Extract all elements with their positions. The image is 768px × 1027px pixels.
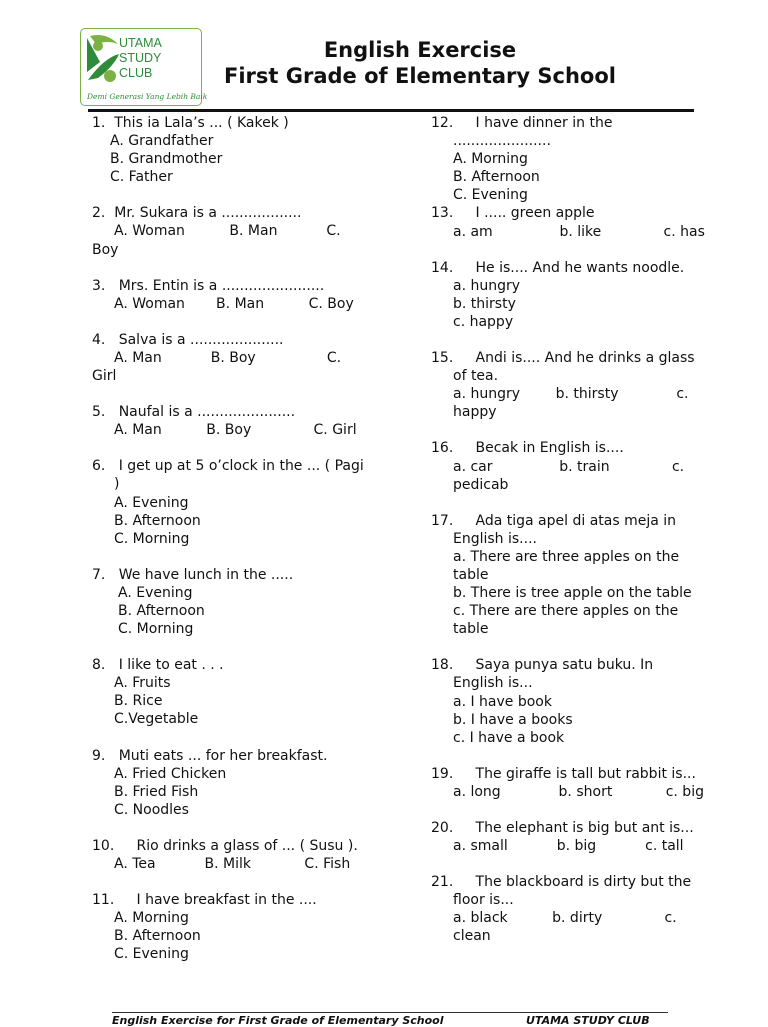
question-stem: 16. Becak in English is.... — [431, 440, 624, 457]
question-21 — [431, 873, 731, 945]
question-18 — [431, 656, 731, 746]
question-3 — [92, 277, 392, 313]
options-line: A. Man B. Boy C. — [114, 349, 342, 366]
option-c: C. Morning — [114, 530, 190, 547]
question-9 — [92, 747, 392, 819]
page-title: English Exercise — [323, 38, 517, 62]
question-stem: 20. The elephant is big but ant is... — [431, 820, 694, 836]
question-stem: 5. Naufal is a ...................... — [92, 404, 296, 421]
question-5 — [92, 403, 392, 439]
options-line: A. Woman B. Man C. — [114, 223, 341, 240]
header-divider — [88, 109, 694, 112]
options-line: a. small b. big c. tall — [453, 838, 684, 855]
question-10 — [92, 837, 392, 873]
stem-wrap: ) — [114, 476, 120, 493]
logo-line-3: CLUB — [119, 66, 153, 80]
option-c: C. Noodles — [114, 801, 189, 818]
stem-wrap: floor is... — [453, 892, 514, 909]
option-b: B. Fried Fish — [114, 783, 199, 800]
option-b: B. Afternoon — [118, 602, 205, 619]
stem-wrap: English is... — [453, 675, 533, 692]
option-c: c. There are there apples on the — [453, 603, 679, 620]
options-line: A. Tea B. Milk C. Fish — [114, 856, 351, 872]
option-c: C. Evening — [114, 946, 189, 963]
question-8 — [92, 656, 392, 728]
option-b: b. I have a books — [453, 711, 573, 728]
logo-line-1: UTAMA — [119, 36, 162, 50]
logo-emblem-icon — [84, 32, 120, 90]
option-b: B. Afternoon — [114, 928, 201, 945]
option-a: a. hungry — [453, 277, 521, 294]
options-line: A. Woman B. Man C. Boy — [114, 295, 354, 312]
question-stem: 19. The giraffe is tall but rabbit is... — [431, 765, 696, 782]
question-stem: 6. I get up at 5 o’clock in the ... ( Pagi — [92, 458, 364, 475]
options-wrap: Boy — [92, 241, 119, 258]
question-stem: 17. Ada tiga apel di atas meja in — [431, 512, 677, 529]
options-line: a. hungry b. thirsty c. — [453, 386, 689, 403]
question-11 — [92, 891, 392, 963]
option-a: A. Fried Chicken — [114, 765, 227, 782]
footer-left-text: English Exercise for First Grade of Elementary School — [112, 1014, 444, 1027]
options-line: A. Man B. Boy C. Girl — [114, 422, 357, 439]
option-a: A. Grandfather — [110, 133, 214, 150]
question-stem: 11. I have breakfast in the .... — [92, 892, 317, 909]
question-stem: 1. This ia Lala’s ... ( Kakek ) — [92, 115, 289, 131]
question-19 — [431, 765, 731, 801]
options-line: a. black b. dirty c. — [453, 910, 677, 927]
question-stem: 8. I like to eat . . . — [92, 657, 224, 674]
option-c: c. happy — [453, 313, 514, 330]
options-wrap: Girl — [92, 368, 117, 385]
option-a: A. Morning — [114, 910, 189, 927]
question-stem: 13. I ..... green apple — [431, 205, 595, 222]
question-12 — [431, 114, 731, 204]
options-wrap: pedicab — [453, 476, 509, 493]
question-17 — [431, 512, 731, 639]
stem-wrap: of tea. — [453, 368, 499, 385]
question-15 — [431, 349, 731, 421]
options-line: a. long b. short c. big — [453, 783, 704, 800]
question-stem: 12. I have dinner in the — [431, 115, 613, 131]
option-a: A. Evening — [114, 494, 189, 511]
question-16 — [431, 439, 731, 493]
stem-wrap: English is.... — [453, 530, 537, 547]
question-stem: 15. Andi is.... And he drinks a glass — [431, 350, 695, 367]
option-c-wrap: table — [453, 621, 489, 638]
option-b: b. There is tree apple on the table — [453, 585, 692, 602]
option-c: C. Morning — [118, 621, 194, 638]
option-b: B. Grandmother — [110, 151, 223, 168]
option-a: A. Fruits — [114, 675, 171, 692]
option-b: b. thirsty — [453, 295, 516, 312]
question-stem: 9. Muti eats ... for her breakfast. — [92, 747, 328, 764]
question-4 — [92, 331, 392, 385]
question-13 — [431, 204, 731, 240]
option-b: B. Afternoon — [114, 512, 201, 529]
logo-line-2: STUDY — [119, 51, 162, 65]
question-2 — [92, 204, 392, 258]
question-stem: 2. Mr. Sukara is a .................. — [92, 205, 302, 222]
option-a: a. I have book — [453, 693, 552, 710]
page-subtitle: First Grade of Elementary School — [224, 64, 616, 88]
question-stem: 7. We have lunch in the ..... — [92, 566, 294, 583]
stem-wrap: ...................... — [453, 133, 551, 150]
footer-divider — [112, 1012, 668, 1013]
left-column — [92, 114, 392, 981]
logo-text — [119, 36, 162, 81]
question-1 — [92, 114, 392, 186]
right-column — [431, 114, 731, 964]
option-c: c. I have a book — [453, 729, 565, 746]
options-line: a. am b. like c. has — [453, 223, 705, 240]
logo-tagline: Demi Generasi Yang Lebih Baik — [87, 92, 208, 101]
options-wrap: clean — [453, 928, 491, 945]
options-line: a. car b. train c. — [453, 458, 685, 475]
question-7 — [92, 566, 392, 638]
page-footer — [112, 1014, 672, 1027]
question-14 — [431, 259, 731, 331]
option-a: A. Morning — [453, 151, 528, 168]
option-a-wrap: table — [453, 566, 489, 583]
option-a: a. There are three apples on the — [453, 548, 680, 565]
question-stem: 3. Mrs. Entin is a ....................... — [92, 277, 325, 294]
options-wrap: happy — [453, 404, 497, 421]
option-c: C. Father — [110, 169, 173, 186]
option-b: B. Rice — [114, 693, 163, 710]
option-b: B. Afternoon — [453, 169, 540, 186]
footer-right-text: UTAMA STUDY CLUB — [526, 1014, 650, 1027]
question-20 — [431, 819, 731, 855]
question-stem: 14. He is.... And he wants noodle. — [431, 259, 685, 276]
question-stem: 18. Saya punya satu buku. In — [431, 657, 654, 674]
question-stem: 4. Salva is a ..................... — [92, 331, 284, 348]
option-c: C.Vegetable — [114, 711, 199, 728]
question-stem: 21. The blackboard is dirty but the — [431, 874, 692, 891]
option-a: A. Evening — [118, 584, 193, 601]
question-stem: 10. Rio drinks a glass of ... ( Susu ). — [92, 837, 358, 854]
option-c: C. Evening — [453, 187, 528, 204]
question-6 — [92, 457, 392, 547]
